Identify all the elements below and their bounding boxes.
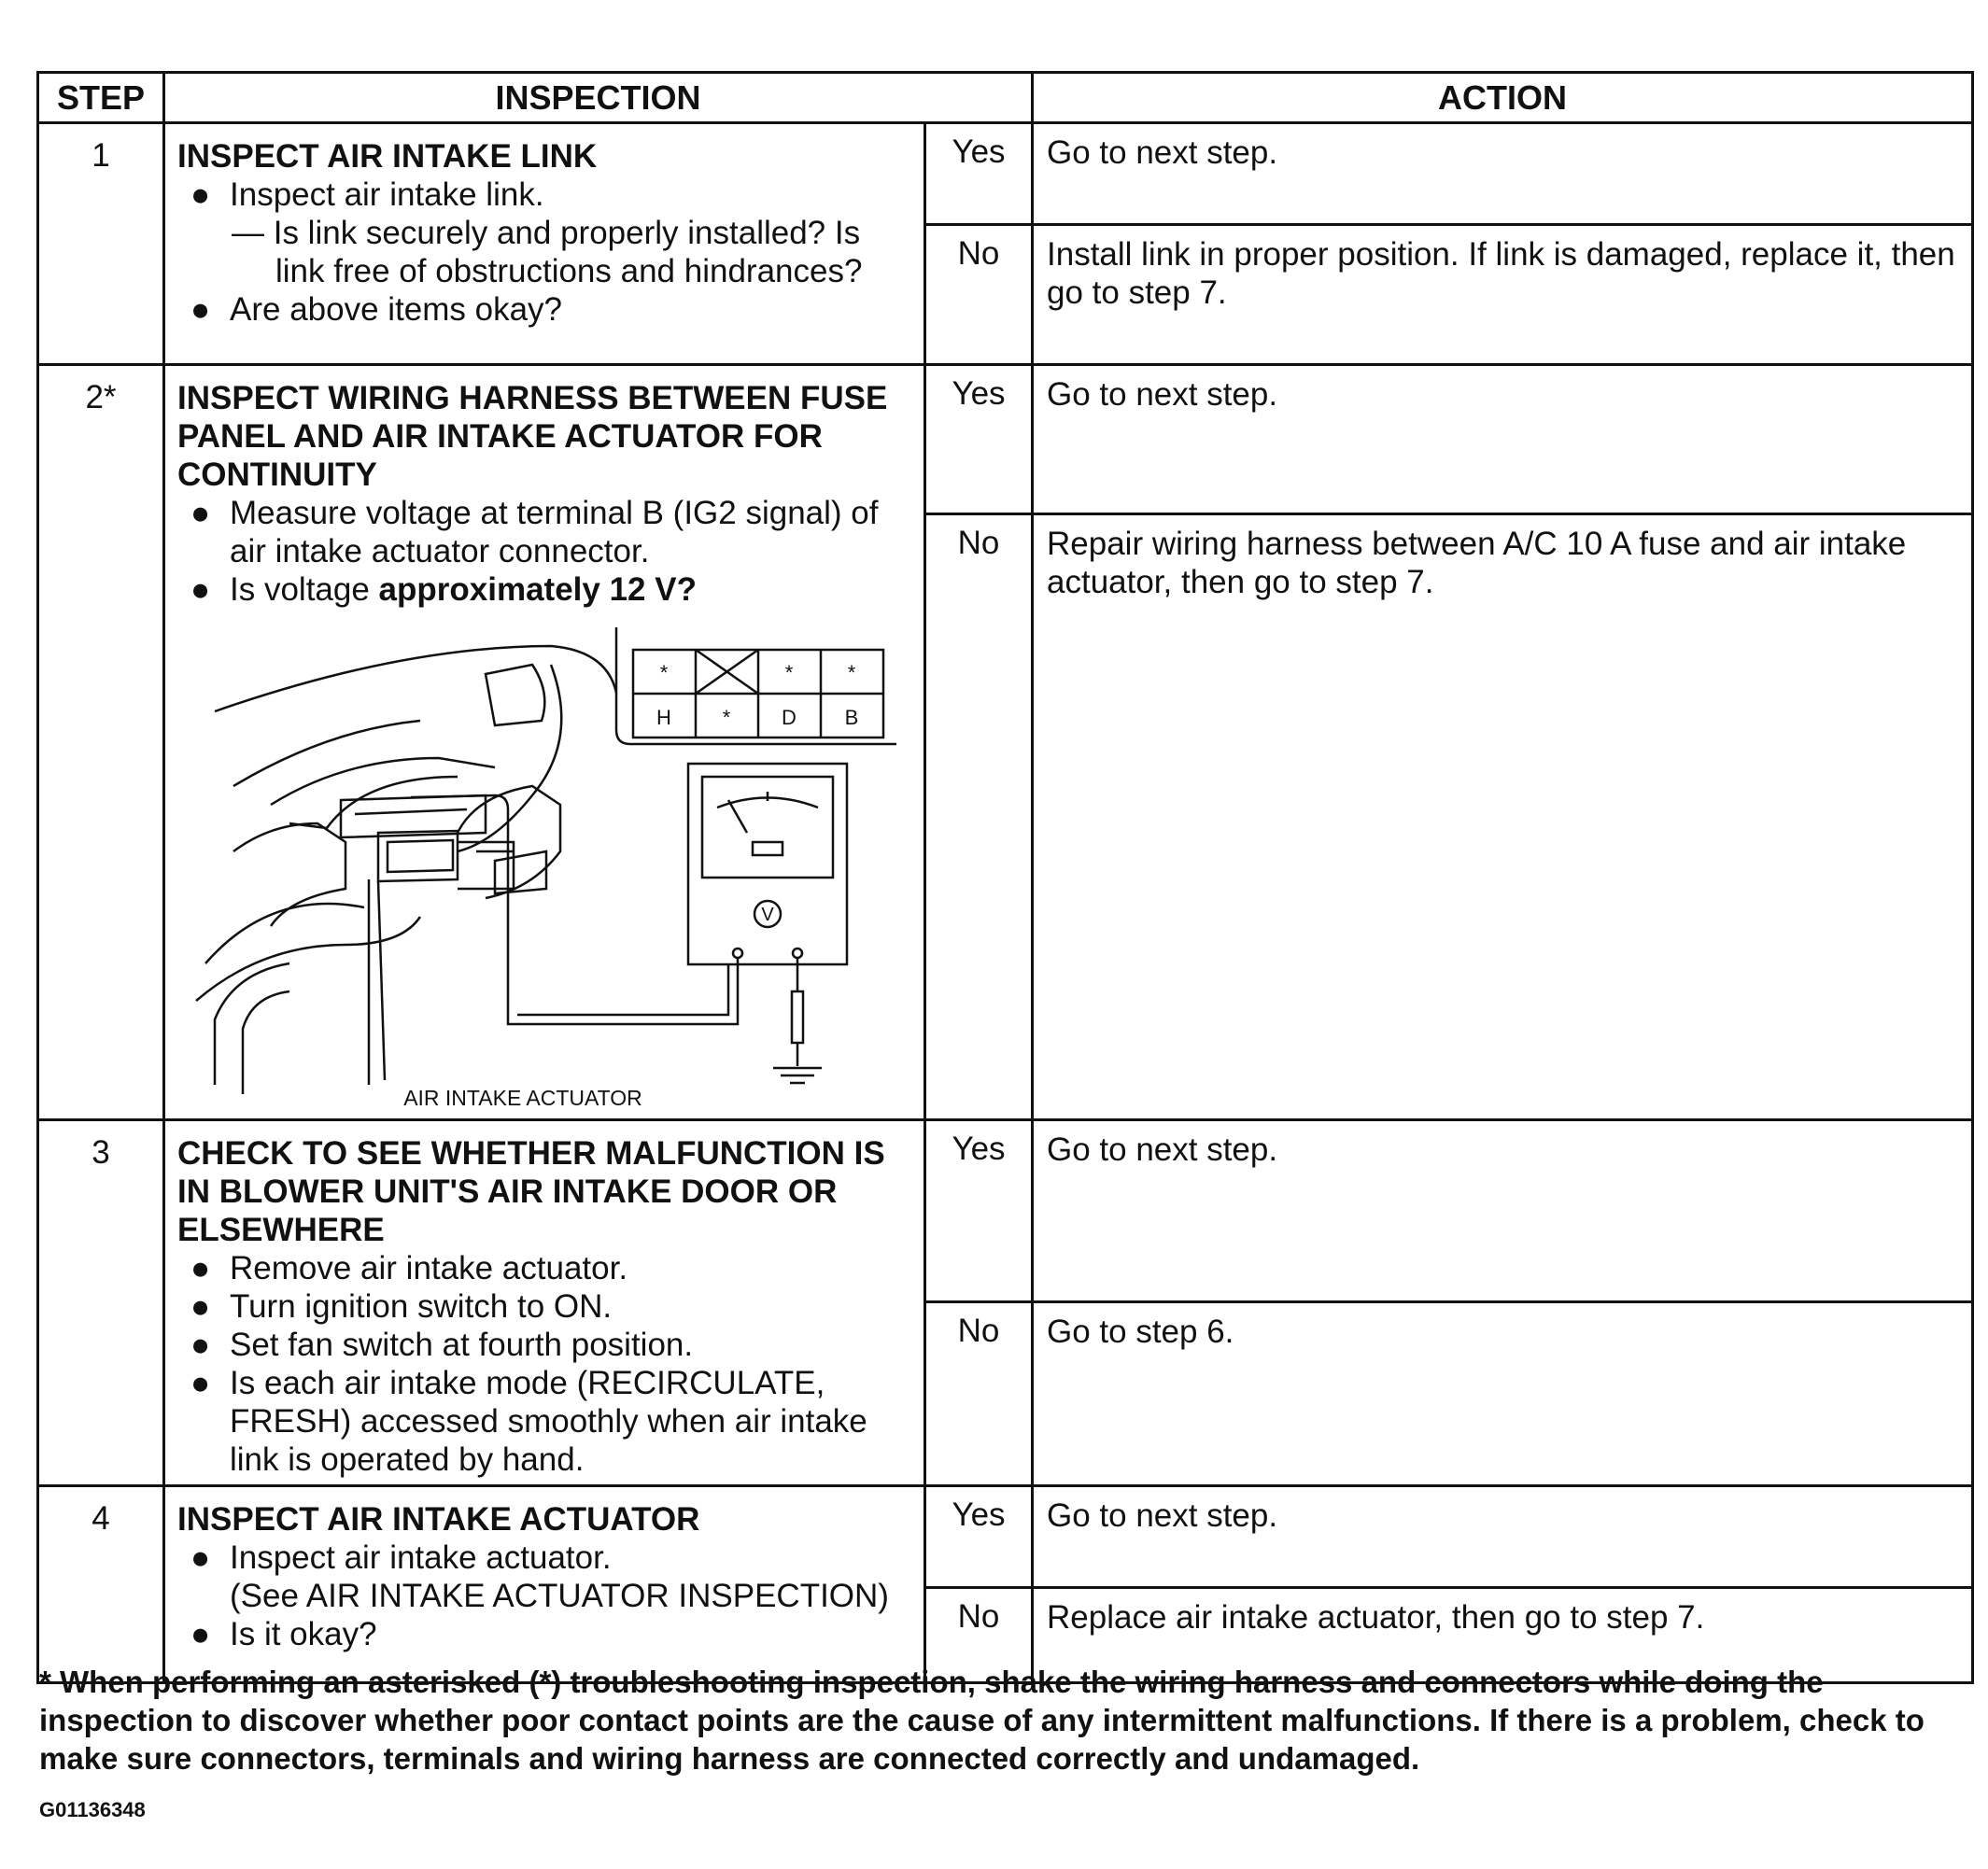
inspection-item: ● Is it okay? [190, 1616, 377, 1652]
voltage-measurement-diagram [177, 609, 912, 1113]
voltmeter-symbol: V [761, 905, 774, 925]
inspection-item: ● Remove air intake actuator. [190, 1250, 628, 1286]
inspection-item: ● Are above items okay? [190, 291, 563, 328]
step-title: INSPECT WIRING HARNESS BETWEEN FUSE PANEL AND AIR INTAKE ACTUATOR FOR CONTINUITY [177, 380, 888, 493]
header-row [38, 73, 1973, 123]
no-action: Repair wiring harness between A/C 10 A fuse and air intake actuator, then go to step 7. [1033, 513, 1973, 1119]
yes-label: Yes [925, 123, 1033, 225]
yes-action: Go to next step. [1033, 123, 1973, 225]
connector-pin-B: B [844, 706, 859, 729]
no-action: Install link in proper position. If link is damaged, replace it, then go to step 7. [1033, 225, 1973, 365]
step-2-inspection [164, 365, 925, 1120]
connector-pin-bottom-2: * [722, 706, 731, 729]
yes-action: Go to next step. [1033, 365, 1973, 514]
yes-label: Yes [925, 365, 1033, 514]
diagram-svg [177, 609, 915, 1113]
connector-pin-H: H [656, 706, 671, 729]
step-4-yes-row [38, 1486, 1973, 1588]
asterisk-footnote: * When performing an asterisked (*) troubleshooting inspection, shake the wiring harness and connectors while doing the inspection to discover whether poor contact points are the cause of any intermittent malfunctions. If there is a problem, check to make sure connectors, terminals and wiring harness are connected correctly and undamaged. [39, 1665, 1925, 1776]
no-label: No [925, 513, 1033, 1119]
step-number: 1 [38, 123, 164, 365]
no-label: No [925, 1302, 1033, 1486]
yes-label: Yes [925, 1486, 1033, 1588]
inspection-item: ● Turn ignition switch to ON. [190, 1288, 613, 1325]
step-title: INSPECT AIR INTAKE ACTUATOR [177, 1501, 700, 1538]
yes-action: Go to next step. [1033, 1120, 1973, 1302]
inspection-item: ● Is each air intake mode (RECIRCULATE, FRESH) accessed smoothly when air intake link is operated by hand. [190, 1365, 867, 1478]
inspection-item: ● Inspect air intake link. [190, 176, 544, 213]
connector-pin-top-4: * [847, 661, 856, 684]
inspection-item: ● Is voltage approximately 12 V? [190, 571, 697, 608]
step-title: CHECK TO SEE WHETHER MALFUNCTION IS IN BLOWER UNIT'S AIR INTAKE DOOR OR ELSEWHERE [177, 1135, 885, 1248]
step-3-inspection [164, 1120, 925, 1486]
inspection-item: ● Set fan switch at fourth position. [190, 1327, 694, 1363]
connector-pin-D: D [782, 706, 797, 729]
yes-label: Yes [925, 1120, 1033, 1302]
troubleshooting-table [36, 71, 1974, 1684]
step-title: INSPECT AIR INTAKE LINK [177, 138, 598, 175]
step-number: 4 [38, 1486, 164, 1683]
inspection-item: ● Inspect air intake actuator. [190, 1539, 612, 1576]
step-1-inspection [164, 123, 925, 365]
inspection-subitem: — Is link securely and properly installed? Is link free of obstructions and hindrances? [232, 215, 863, 289]
step-1-yes-row [38, 123, 1973, 225]
no-label: No [925, 1588, 1033, 1683]
step-number: 2* [38, 365, 164, 1120]
yes-action: Go to next step. [1033, 1486, 1973, 1588]
inspection-subitem: (See AIR INTAKE ACTUATOR INSPECTION) [230, 1578, 889, 1614]
header-inspection: INSPECTION [164, 73, 1033, 123]
step-number: 3 [38, 1120, 164, 1486]
no-action: Replace air intake actuator, then go to step 7. [1033, 1588, 1973, 1683]
header-action: ACTION [1033, 73, 1973, 123]
header-step: STEP [38, 73, 164, 123]
no-action: Go to step 6. [1033, 1302, 1973, 1486]
step-4-inspection [164, 1486, 925, 1683]
no-label: No [925, 225, 1033, 365]
connector-pin-top-1: * [659, 661, 669, 684]
step-2-yes-row [38, 365, 1973, 514]
connector-pin-top-3: * [784, 661, 794, 684]
inspection-item: ● Measure voltage at terminal B (IG2 signal) of air intake actuator connector. [190, 495, 879, 569]
step-3-yes-row [38, 1120, 1973, 1302]
figure-id: G01136348 [39, 1798, 146, 1821]
air-intake-actuator-label: AIR INTAKE ACTUATOR [403, 1086, 642, 1110]
